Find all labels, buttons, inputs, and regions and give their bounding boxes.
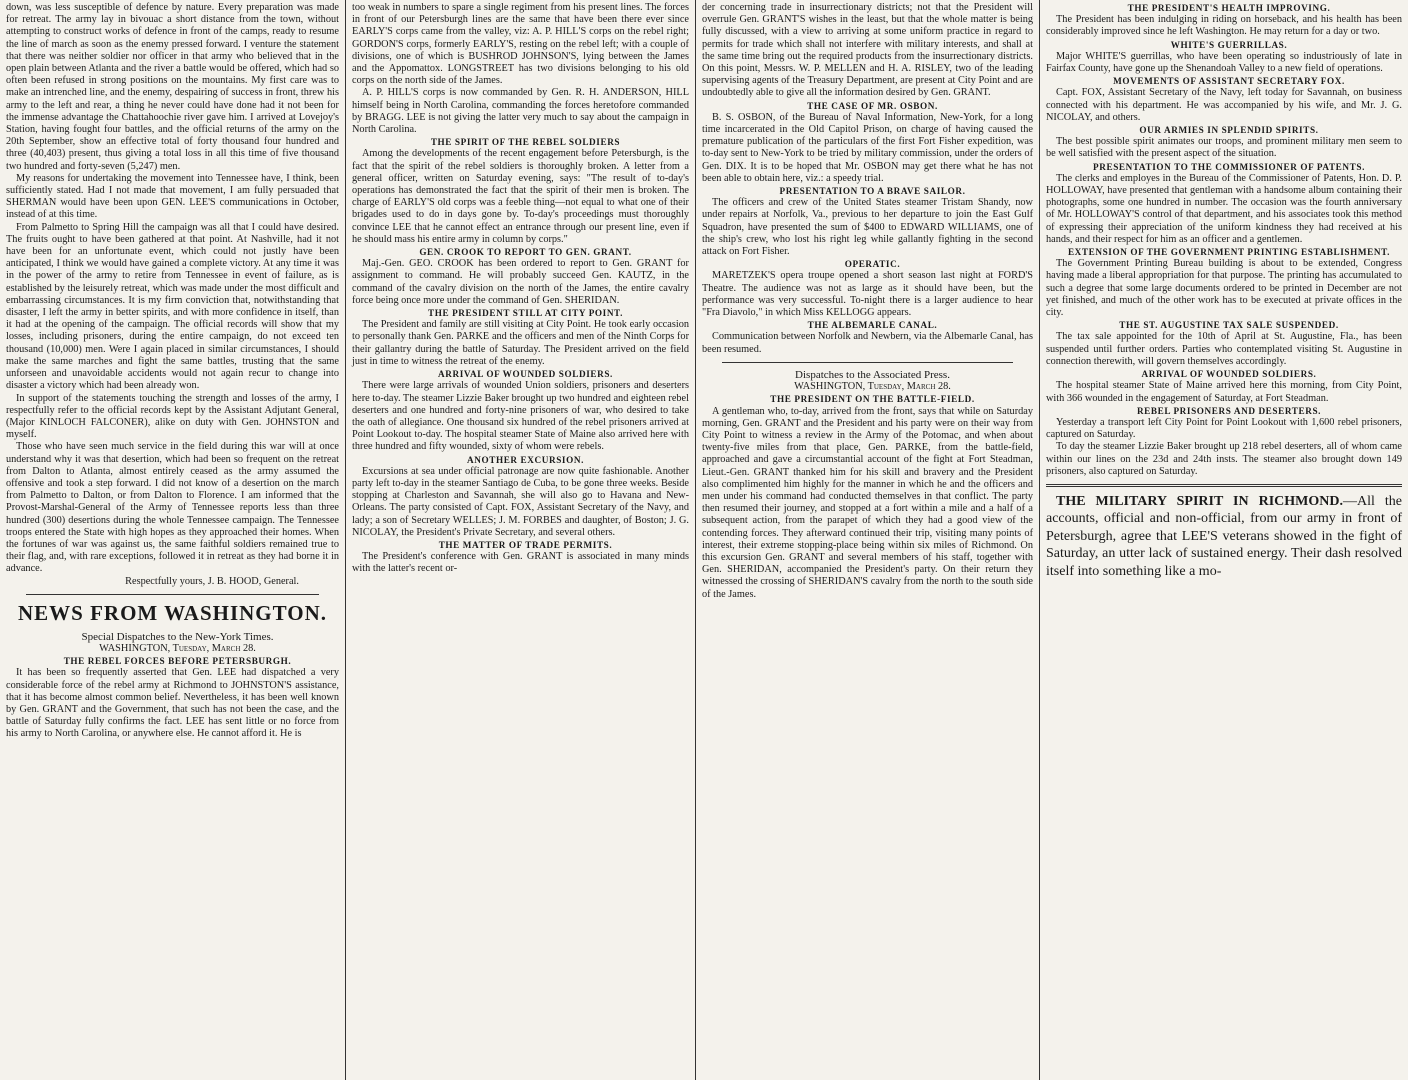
section-title: NEWS FROM WASHINGTON. [17,600,328,625]
paragraph: In support of the statements touching the strength and losses of the army, I respectfully refer to the official records kept by the Assistant Adjutant General, (Major KINLOCH FALCONER), alike on duty with Gen. JOHNSTON and myself. [6,392,339,441]
paragraph: To day the steamer Lizzie Baker brought up 218 rebel deserters, all of whom came within our lines on the 23d and 24th insts. The steamer also brought down 149 prisoners, also captured on Saturday. [1046,441,1402,477]
signature: Respectfully yours, J. B. HOOD, General. [125,575,299,587]
paragraph: Maj.-Gen. GEO. CROOK has been ordered to report to Gen. GRANT for assignment to command. He will probably succeed Gen. KAUTZ, in the command of the cavalry division on the north of the James, the entire cavalry force being once more under the command of Gen. SHERIDAN. [352,258,689,306]
divider [1046,484,1402,487]
subheading: Special Dispatches to the New-York Times. [81,630,274,643]
paragraph: Excursions at sea under official patronage are now quite fashionable. Another party left to-day in the steamer Santiago de Cuba, to be gone three weeks. Beside stopping at Charleston and Savannah, she will also go to Havana and New-Orleans. The party consisted of Capt. FOX, Assistant Secretary of the Navy, and lady; a son of Secretary WELLES; J. M. FORBES and daughter, of Boston; J. G. NICOLAY, the President's Private Secretary, and several others. [352,465,689,538]
column-1 [0,0,345,1080]
paragraph: Capt. FOX, Assistant Secretary of the Navy, left today for Savannah, on business connected with his department. He was accompanied by his wife, and Mr. J. G. NICOLAY, and others. [1046,87,1402,123]
paragraph: The clerks and employes in the Bureau of the Commissioner of Patents, Hon. D. P. HOLLOWAY, have presented that gentleman with a handsome album containing their photographs, some one hundred in number. The occasion was the fourth anniversary of Mr. HOLLOWAY'S control of that department, and his associates took this method of expressing their appreciation of the uniform kindness they had received at his hands, and their respect for him as an officer and a gentlemen. [1046,172,1402,245]
headline: GEN. CROOK TO REPORT TO GEN. GRANT. [419,247,632,258]
headline: THE ALBEMARLE CANAL. [807,320,938,331]
headline: WHITE'S GUERRILLAS. [1170,39,1288,50]
paragraph: There were large arrivals of wounded Union soldiers, prisoners and deserters here to-day. The steamer Lizzie Baker brought up two hundred and eighteen rebel deserters and one hundred and forty-nine prisoners of war, who desired to take the oath of allegiance. One thousand six hundred of the rebel prisoners arrived at Point Lookout to-day. The hospital steamer State of Maine also arrived here with three hundred and fifty wounded, sixty of whom were rebels. [352,380,689,453]
headline: ANOTHER EXCURSION. [467,454,584,465]
paragraph: Among the developments of the recent engagement before Petersburgh, is the fact that the spirit of the rebel soldiers is thoroughly broken. A letter from a general officer, written on Saturday evening, says: "The result of to-day's operations has demonstrated the fact that the spirit of their men is broken. The charge of EARLY'S old corps was a feeble thing—not equal to what one of their brigades used to do in days gone by. To-day's proceedings must thoroughly convince LEE that he cannot effect an entrance through our present line, even if he should mass his entire army in column by corps." [352,148,689,245]
paragraph: Those who have seen much service in the field during this war will at once understand why it was that desertion, which had been so frequent on the retreat from Dalton to Atlanta, almost entirely ceased as the army assumed the offensive and took a step forward. I did not know of a desertion on the march from Palmetto to Dalton, or from Dalton to Florence. I am informed that the Provost-Marshal-General of the Army of Tennessee reports less than three hundred (300) desertions during the whole Tennessee campaign. The Tennessee troops entered the State with high hopes as they approached their homes. When the fortunes of war was against us, the same faithful soldiers remained true to their flag, and, with rare exceptions, followed it in retreat as they had borne it in advance. [6,441,339,575]
paragraph: Yesterday a transport left City Point for Point Lookout with 1,600 rebel prisoners, captured on Saturday. [1046,416,1402,441]
paragraph: der concerning trade in insurrectionary districts; not that the President will overrule Gen. GRANT'S wishes in the least, but that the whole matter is being fully discussed, with a view to arriving at some uniform practice in regard to permits for trade which shall not interfere with military interests, and shall at the same time bring out the required products from the insurrectionary districts. On this point, Messrs. W. P. MELLEN and H. A. RISLEY, two of the leading supervising agents of the Treasury Department, are present at City Point and are undoubtedly able to give all the information desired by Gen. GRANT. [702,2,1033,99]
paragraph: Major WHITE'S guerrillas, who have been operating so industriously of late in Fairfax County, have gone up the Shenandoah Valley to a new field of operations. [1046,50,1402,75]
paragraph: The Government Printing Bureau building is about to be extended, Congress having made a liberal appropriation for that purpose. The printing has accumulated to such a degree that some large documents ordered to be printed in December are not yet finished, and much of the other work has to be executed at private offices in the city. [1046,258,1402,319]
paragraph: The best possible spirit animates our troops, and prominent military men seem to be well satisfied with the present aspect of the situation. [1046,136,1402,160]
paragraph: The hospital steamer State of Maine arrived here this morning, from City Point, with 366 wounded in the engagement of Saturday, at Fort Steadman. [1046,380,1402,404]
lead-article-title: THE MILITARY SPIRIT IN RICHMOND. [1056,493,1343,509]
headline: THE SPIRIT OF THE REBEL SOLDIERS [430,137,621,148]
column-4 [1039,0,1408,1080]
headline: THE ST. AUGUSTINE TAX SALE SUSPENDED. [1119,320,1339,331]
paragraph: A. P. HILL'S corps is now commanded by Gen. R. H. ANDERSON, HILL himself being in North Carolina, commanding the forces heretofore commanded by BRAGG. LEE is not giving the latter very much to say about the campaign in North Carolina. [352,87,689,136]
headline: ARRIVAL OF WOUNDED SOLDIERS. [438,369,613,380]
subheading: Dispatches to the Associated Press. [795,368,950,381]
lead-article [1046,493,1402,580]
headline: PRESENTATION TO THE COMMISSIONER OF PATENTS. [1093,161,1365,172]
headline: THE CASE OF MR. OSBON. [807,100,938,111]
paragraph: down, was less susceptible of defence by nature. Every preparation was made for retreat. The army lay in bivouac a short distance from the town, without attempting to construct works of defence in front of the camps, ready to resume the line of march as soon as the enemy pressed forward. I venture the statement that there was neither soldier nor officer in that army who believed that in the open plain between Atlanta and the river a battle would be offered, which had so often been refused in strong positions on the mountains. My first care was to make an intrenched line, and the enemy, despairing of success in front, threw his army to the left and rear, a thing he never could have done had it not been for the immense advantage the Chattahoochie river gave him. I arrived at Lovejoy's Station, having fought four battles, and the official returns of the army on the 20th September, show an effective total of forty thousand four hundred and three (40,403) present, thus giving a total loss in all this time of five thousand two hundred and forty-seven (5,247) men. [6,2,339,172]
column-2 [345,0,695,1080]
paragraph: The officers and crew of the United States steamer Tristam Shandy, now under repairs at Norfolk, Va., previous to her departure to join the East Gulf Squadron, have presented the sum of $400 to EDWARD WILLIAMS, one of the ship's crew, who lost his right leg while gallantly fighting in the second attack on Fort Fisher. [702,197,1033,258]
headline: MOVEMENTS OF ASSISTANT SECRETARY FOX. [1113,76,1345,87]
headline: EXTENSION OF THE GOVERNMENT PRINTING ESTABLISHMENT. [1067,247,1391,258]
headline: OPERATIC. [844,259,901,270]
dateline: WASHINGTON, Tuesday, March 28. [99,642,256,654]
paragraph: Communication between Norfolk and Newbern, via the Albemarle Canal, has been resumed. [702,331,1033,355]
headline: THE REBEL FORCES BEFORE PETERSBURGH. [63,656,292,667]
headline: PRESENTATION TO A BRAVE SAILOR. [779,186,966,197]
divider [722,362,1013,363]
lead-article-body: —All the accounts, official and non-official, from our army in front of Petersburgh, agree that LEE'S veterans showed in the fight of Saturday, an utter lack of sustained energy. Their dash resolved itself into something like a mo- [1046,493,1402,579]
dateline: WASHINGTON, Tuesday, March 28. [794,381,951,393]
paragraph: The President has been indulging in riding on horseback, and his health has been considerably improved since he left Washington. He may return for a day or two. [1046,14,1402,38]
column-3 [695,0,1039,1080]
headline: THE PRESIDENT'S HEALTH IMPROVING. [1127,3,1331,13]
divider [26,594,319,595]
paragraph: B. S. OSBON, of the Bureau of Naval Information, New-York, for a long time incarcerated in the Old Capitol Prison, on charge of having caused the premature publication of the particulars of the first Fort Fisher expedition, was to-day sent to New-York to be tried by military commission, under the orders of Gen. DIX. It is to be hoped that Mr. OSBON may get there what he has not been able to obtain here, viz.: a speedy trial. [702,111,1033,184]
headline: THE PRESIDENT STILL AT CITY POINT. [427,308,624,319]
headline: REBEL PRISONERS AND DESERTERS. [1136,405,1322,416]
paragraph: The tax sale appointed for the 10th of April at St. Augustine, Fla., has been suspended until further orders. Parties who contemplated visiting St. Augustine in connection therewith, will govern themselves accordingly. [1046,331,1402,367]
paragraph: The President and family are still visiting at City Point. He took early occasion to personally thank Gen. PARKE and the officers and men of the Ninth Corps for their gallantry during the battle of Saturday. The President arrived on the field just in time to witness the retreat of the enemy. [352,319,689,367]
headline: OUR ARMIES IN SPLENDID SPIRITS. [1139,125,1319,136]
paragraph: It has been so frequently asserted that Gen. LEE had dispatched a very considerable force of the rebel army at Richmond to JOHNSTON'S assistance, that it has become almost common belief. Nevertheless, it has been well known by Gen. GRANT and the Government, that such has not been the case, and the battle of Saturday fully confirms the fact. LEE has sent little or no force from his army to North Carolina, or anywhere else. He cannot afford it. He is [6,667,339,740]
headline: THE MATTER OF TRADE PERMITS. [438,539,613,550]
paragraph: too weak in numbers to spare a single regiment from his present lines. The forces in front of our Petersburgh lines are the same that have been there ever since EARLY'S corps came from the valley, viz: A. P. HILL'S corps on the rebel right; GORDON'S corps, formerly EARLY'S, resting on the rebel left; with a couple of divisions, one of which is BUSHROD JOHNSON'S, lying between the James and the Appomattox. LONGSTREET has two divisions belonging to his old corps on the north side of the James. [352,2,689,87]
paragraph: The President's conference with Gen. GRANT is associated in many minds with the latter's recent or- [352,551,689,575]
headline: ARRIVAL OF WOUNDED SOLDIERS. [1141,369,1317,380]
paragraph: My reasons for undertaking the movement into Tennessee have, I think, been sufficiently stated. Had I not made that movement, I am fully persuaded that SHERMAN would have been upon GEN. LEE'S communications in October, instead of at this time. [6,172,339,221]
paragraph: A gentleman who, to-day, arrived from the front, says that while on Saturday morning, Gen. GRANT and the President and his party were on their way from City Point to witness a review in the Army of the Potomac, and when about twenty-five miles from that place, Gen. PARKE, from the battle-field, approached and gave a circumstantial account of the fight at Fort Steadman, Lieut.-Gen. GRANT thanked him for his skill and bravery and the President also complimented him highly for the manner in which he and the officers and men under his command had conducted themselves in that conflict. The party then resumed their journey, and stopped at a fort within a mile and a half of a subsequent action, from the parapet of which they had a good view of the contending forces. They afterward continued their trip, visiting many points of interest, their extreme stopping-place being within six miles of Richmond. On this excursion Gen. GRANT and several members of his staff, together with Gen. SHERIDAN, accompanied the President's party. On their return they witnessed the crossing of SHERIDAN'S cavalry from the north to the south side of the James. [702,405,1033,600]
paragraph: From Palmetto to Spring Hill the campaign was all that I could have desired. The fruits ought to have been gathered at that point. At Nashville, had it not have been for an unfortunate event, which could not justly have been anticipated, I think we would have gained a complete victory. At any time it was in the power of the army to retire from Tennessee in event of failure, as is established by the leisurely retreat, which was made under the most difficult and embarrassing circumstances. It is my firm conviction that, notwithstanding that disaster, I left the army in better spirits, and with more confidence in itself, than it had at the opening of the campaign. The official records will show that my losses, including prisoners, during the entire campaign, do not exceed ten thousand (10,000) men. Were I again placed in similar circumstances, I should make the same marches and fight the same battles, trusting that the same unforseen and unavoidable accidents would not again recur to change into disaster a victory which had been already won. [6,221,339,392]
headline: THE PRESIDENT ON THE BATTLE-FIELD. [770,394,975,405]
paragraph: MARETZEK'S opera troupe opened a short season last night at FORD'S Theatre. The audience was not as large as it should have been, but the performance was very successful. To-night there is a larger audience to hear "Fra Diavolo," in which Miss KELLOGG appears. [702,270,1033,319]
